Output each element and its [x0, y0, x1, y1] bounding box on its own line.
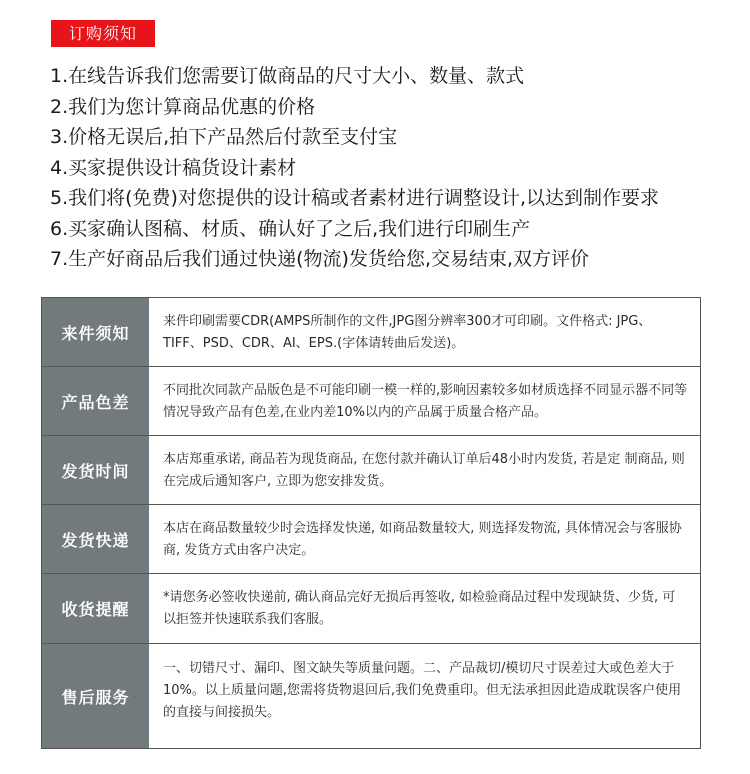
notice-table [41, 297, 701, 749]
row-label-incoming-files: 来件须知 [42, 298, 149, 366]
row-label-color-difference: 产品色差 [42, 367, 149, 435]
row-text-receipt-reminder: *请您务必签收快递前, 确认商品完好无损后再签收, 如检验商品过程中发现缺货、少货, 可以拒签并快速联系我们客服。 [163, 590, 676, 627]
row-label-receipt-reminder: 收货提醒 [42, 574, 149, 643]
step-item: 1.在线告诉我们您需要订做商品的尺寸大小、数量、款式 [50, 65, 525, 87]
table-row [42, 574, 700, 643]
row-text-courier: 本店在商品数量较少时会选择发快递, 如商品数量较大, 则选择发物流, 具体情况会与客服协商, 发货方式由客户决定。 [163, 521, 682, 558]
row-label-shipping-time: 发货时间 [42, 436, 149, 504]
order-steps-list [50, 61, 730, 275]
step-item: 4.买家提供设计稿货设计素材 [50, 156, 297, 179]
notice-title-tag: 订购须知 [51, 20, 155, 47]
row-label-courier: 发货快递 [42, 505, 149, 573]
row-text-incoming-files: 来件印刷需要CDR(AMPS所制作的文件,JPG图分辨率300才可印刷。文件格式: JPG、TIFF、PSD、CDR、AI、EPS.(字体请转曲后发送)。 [163, 314, 652, 351]
row-text-after-sales: 一、切错尺寸、漏印、图文缺失等质量问题。二、产品裁切/模切尺寸误差过大或色差大于10%。以上质量问题,您需将货物退回后,我们免费重印。但无法承担因此造成耽误客户使用的直接与间接损失。 [163, 661, 682, 720]
table-row [42, 367, 700, 435]
step-item: 7.生产好商品后我们通过快递(物流)发货给您,交易结束,双方评价 [50, 248, 590, 270]
step-item: 3.价格无误后,拍下产品然后付款至支付宝 [50, 126, 398, 148]
row-label-after-sales: 售后服务 [42, 644, 149, 748]
table-row [42, 298, 700, 366]
row-text-color-difference: 不同批次同款产品版色是不可能印刷一模一样的,影响因素较多如材质选择不同显示器不同等情况导致产品有色差,在业内差10%以内的产品属于质量合格产品。 [163, 383, 688, 420]
table-row [42, 505, 700, 573]
table-row [42, 644, 700, 748]
step-item: 6.买家确认图稿、材质、确认好了之后,我们进行印刷生产 [50, 217, 531, 240]
step-item: 2.我们为您计算商品优惠的价格 [50, 95, 316, 118]
row-text-shipping-time: 本店郑重承诺, 商品若为现货商品, 在您付款并确认订单后48小时内发货, 若是定 制商品, 则在完成后通知客户, 立即为您安排发货。 [163, 452, 685, 489]
table-row [42, 436, 700, 504]
step-item: 5.我们将(免费)对您提供的设计稿或者素材进行调整设计,以达到制作要求 [50, 187, 659, 209]
